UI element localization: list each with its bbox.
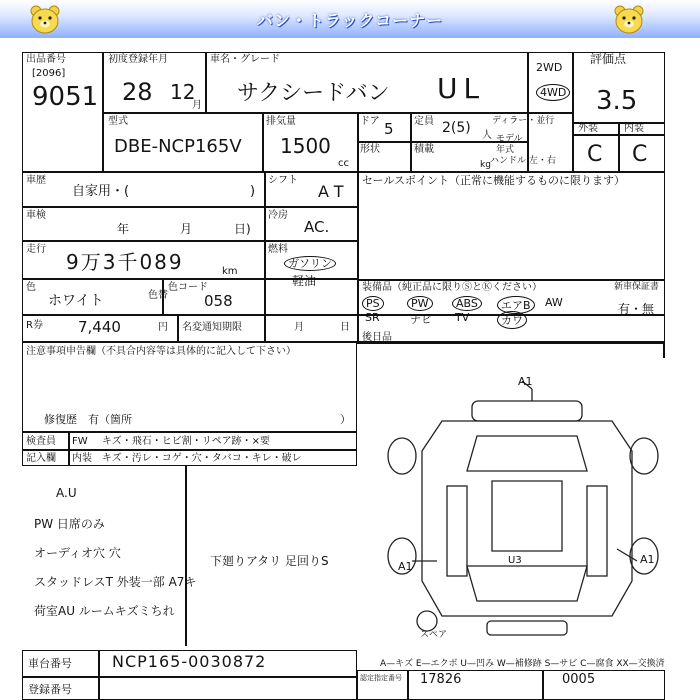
title-banner [0,0,700,38]
load-unit: kg [480,160,491,170]
equipment-item: SR [365,311,380,324]
cert-label: 認定指定番号 [360,674,402,682]
drive-4wd: 4WD [536,84,570,101]
sales-point-label: セールスポイント（正常に機能するものに限ります） [362,174,626,187]
doors-label: ドア [360,116,380,127]
mileage-label: 走行 [26,244,46,255]
name-change-label: 名変通知期限 [182,322,242,333]
capacity-label: 定員 [414,116,434,127]
shaken-year: 年 [117,222,130,236]
displacement-label: 排気量 [266,116,296,127]
lot-sub: [2096] [32,68,66,79]
diagram-mark: A1 [518,375,533,388]
capacity-value: 2(5) [442,120,471,136]
recycle-value: 7,440 [78,318,121,336]
color-value: ホワイト [48,293,104,309]
lot-number: 9051 [32,82,99,112]
score-value: 3.5 [596,86,638,116]
auction-sheet [22,46,665,700]
registration-label: 初度登録年月 [108,54,168,65]
chassis-value: NCP165-0030872 [112,652,267,671]
recycle-unit: 円 [158,322,168,333]
color-code: 058 [204,292,233,310]
name-change-month: 月 [294,322,304,333]
aircon-label: 冷房 [268,210,288,221]
shaken-label: 車検 [26,210,46,221]
fuel-diesel: 軽油 [292,274,317,288]
diagram-mark: A1 [640,553,655,566]
shaken-day: 日) [234,222,251,236]
car-label: 車名・グレード [210,54,280,65]
doors-value: 5 [384,120,394,138]
lot-label: 出品番号 [26,54,66,65]
equipment-item: ABS [452,296,482,311]
remark-line: スタッドレスT 外装一部 A7キ [34,575,197,589]
repair-history: 修復歴 有（箇所 [44,413,132,426]
fw-label: FW [72,436,88,447]
mileage-value: 9万3千089 [66,250,184,274]
delivery-label: 後日品 [362,332,392,343]
name-change-day: 日 [340,322,350,333]
equipment-label: 装備品（純正品に限りⓈとⓀください） [362,282,542,293]
registration-number-label: 登録番号 [28,683,72,696]
notes-label: 注意事項申告欄（不具合内容等は具体的に記入して下さい） [26,346,296,357]
displacement-unit: cc [338,158,349,169]
handle-label: ハンドル 左・右 [490,156,556,166]
mileage-unit: km [222,266,238,277]
fw-options: キズ・飛石・ヒビ割・リペア跡・×要 [102,436,270,447]
registration-year: 28 [122,78,153,106]
car-name: サクシードバン [237,81,390,106]
shift-label: シフト [268,175,298,186]
load-label: 積載 [414,144,434,155]
equipment-item: エアB [497,296,535,314]
car-grade: UL [437,72,486,105]
equipment-item: ナビ [410,313,432,326]
dealer-label: ディラー・並行 [492,116,555,126]
bear-mascot-icon [612,4,646,34]
fuel-label: 燃料 [268,244,288,255]
drive-2wd: 2WD [536,61,563,74]
equipment-item: PS [362,296,384,311]
banner-title: バン・トラックコーナー [256,11,444,30]
interior-grade: C [632,142,648,167]
model-year-label: モデル年式 [496,134,523,155]
registration-month-unit: 月 [192,100,202,111]
model-value: DBE-NCP165V [114,136,242,157]
cert-value-1: 17826 [420,672,462,687]
color-change-label: 色替 [148,290,168,301]
equipment-item: AW [545,296,563,309]
recycle-label: R券 [26,320,43,331]
registration-month: 12 [170,80,196,104]
score-label: 評価点 [590,52,627,66]
spare-label: スペア [420,630,448,640]
color-label: 色 [26,282,36,293]
color-code-label: 色コード [168,282,208,293]
inspector-entry-label: 記入欄 [26,453,56,464]
interior-label: 内装 [624,123,644,134]
remarks-right: 下廻りアタリ 足回りS [210,554,329,568]
chassis-label: 車台番号 [28,657,72,670]
vehicle-diagram [382,381,662,641]
cert-value-2: 0005 [562,672,596,687]
fuel-gasoline: ガソリン [284,256,336,271]
capacity-unit: 人 [482,130,492,141]
warranty-value: 有・無 [618,302,655,316]
model-label: 型式 [108,116,128,127]
usage-close: ) [250,184,256,199]
warranty-label: 新車保証書 [614,282,660,292]
interior-options: キズ・汚レ・コゲ・穴・タバコ・キレ・破レ [102,453,302,464]
interior-label-row: 内装 [72,453,92,464]
inspector-label: 検査員 [26,436,56,447]
shift-value: AT [318,182,350,201]
exterior-grade: C [587,142,603,167]
remark-line: オーディオ穴 穴 [34,546,121,560]
exterior-label: 外装 [578,123,598,134]
usage-label: 車歴 [26,175,46,186]
diagram-mark: U3 [508,555,522,566]
equipment-item: カワ [497,311,527,329]
displacement-value: 1500 [280,134,331,158]
damage-legend: A—キズ E—エクボ U—凹み W—補修跡 S—サビ C—腐食 XX—交換済 [380,659,665,669]
shaken-month: 月 [180,222,193,236]
remark-line: A.U [56,486,77,500]
usage-value: 自家用・( [72,184,130,199]
remark-line: 荷室AU ルームキズミちれ [34,604,175,618]
equipment-item: TV [455,311,470,324]
shape-label: 形状 [360,144,380,155]
aircon-value: AC. [304,218,330,236]
diagram-mark: A1 [398,560,413,573]
equipment-item: PW [407,296,433,311]
remark-line: PW 日席のみ [34,517,105,531]
repair-close: ） [340,413,351,426]
